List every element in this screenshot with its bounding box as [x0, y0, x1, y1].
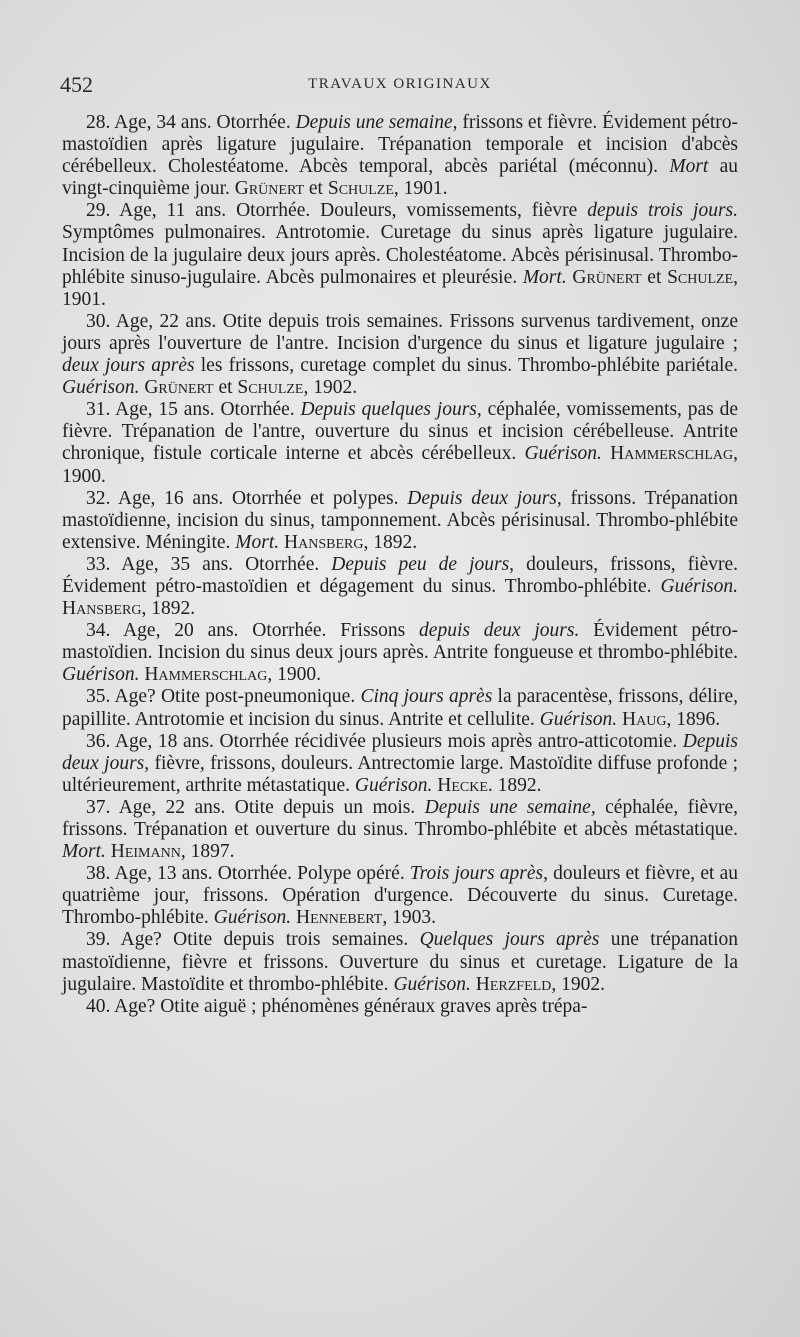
text-run: céphalée, vomissements, pas de fièvre. Trépanation de l'antre, ouverture du sinus et incision cérébelleuse. Antrite chronique, fistule corticale interne et abcès cérébelleux. [62, 399, 739, 465]
italic-text: Guérison. [393, 973, 471, 995]
text-run: 29. Age, 11 ans. Otorrhée. Douleurs, vomissements, fièvre [86, 200, 588, 222]
text-run: au vingt-cinquième jour. [62, 156, 739, 200]
italic-text: Depuis deux jours, [62, 730, 738, 774]
text-run: 38. Age, 13 ans. Otorrhée. Polype opéré. [86, 863, 410, 885]
text-run: , 1900. [267, 664, 321, 686]
text-run: , 1897. [180, 841, 235, 863]
italic-text: Guérison. [62, 377, 140, 399]
author-name: Haug [622, 708, 667, 730]
author-name: Herzfeld [475, 973, 552, 995]
text-run: 33. Age, 35 ans. Otorrhée. [86, 553, 332, 575]
italic-text: Depuis une semaine, [295, 112, 458, 133]
author-name: Hecke [437, 774, 488, 796]
text-run: , 1902. [303, 377, 358, 399]
italic-text: Depuis deux jours, [407, 487, 562, 509]
italic-text: Guérison. [213, 907, 292, 929]
author-name: Grünert [572, 266, 642, 288]
author-name: Grünert [144, 377, 214, 399]
author-name: Hansberg [62, 598, 142, 620]
text-run: 35. Age? Otite post-pneumonique. [86, 686, 361, 708]
text-run: , 1892. [363, 531, 418, 553]
italic-text: Mort. [522, 266, 567, 288]
italic-text: Mort. [235, 531, 280, 553]
italic-text: Guérison. [660, 575, 738, 597]
text-run: 31. Age, 15 ans. Otorrhée. [86, 399, 301, 421]
text-run: frissons et fièvre. Évidement pétro-mastoïdien après ligature jugulaire. Trépanation temporale et incision d'abcès cérébelleux. Cholestéatome. Abcès temporal, abcès pariétal (méconnu). [62, 112, 739, 178]
text-run: et [213, 377, 238, 399]
author-name: Hansberg [284, 531, 364, 553]
case-entry-28 [62, 112, 738, 200]
text-run: , 1900. [62, 443, 739, 487]
text-run: 37. Age, 22 ans. Otite depuis un mois. [86, 796, 425, 818]
text-run: 34. Age, 20 ans. Otorrhée. Frissons [86, 620, 420, 642]
text-run [602, 443, 610, 464]
text-run: , 1892. [141, 598, 196, 620]
case-entry-34 [62, 620, 738, 686]
italic-text: deux jours après [62, 355, 195, 377]
italic-text: Guérison. [62, 664, 140, 686]
italic-text: Trois jours après, [409, 863, 548, 885]
text-run: 36. Age, 18 ans. Otorrhée récidivée plusieurs mois après antro-atticotomie. [86, 730, 683, 752]
text-run: , 1901. [393, 178, 448, 200]
text-run: 28. Age, 34 ans. Otorrhée. [86, 112, 296, 133]
text-run: et [304, 178, 328, 200]
text-run: Évidement pétro-mastoïdien. Incision du sinus deux jours après. Antrite fongueuse et thrombo-phlébite. [62, 620, 738, 664]
text-run: et [641, 266, 668, 288]
text-run: les frissons, curetage complet du sinus. Thrombo-phlébite pariétale. [194, 355, 738, 377]
text-run: . 1892. [487, 774, 542, 796]
author-name: Hammerschlag [144, 664, 268, 686]
italic-text: Guérison. [354, 774, 433, 796]
italic-text: Quelques jours après [419, 929, 600, 951]
text-run: 32. Age, 16 ans. Otorrhée et polypes. [86, 487, 408, 509]
author-name: Heimann [110, 841, 181, 863]
case-entry-31 [62, 399, 738, 487]
italic-text: depuis deux jours. [419, 620, 580, 642]
page-header [60, 72, 740, 98]
text-run: , 1896. [666, 708, 721, 730]
case-entry-40 [62, 996, 738, 1018]
text-run: douleurs et fièvre, et au quatrième jour, frissons. Opération d'urgence. Découverte du sinus. Curetage. Thrombo-phlébite. [62, 863, 738, 929]
text-run: Symptômes pulmonaires. Antrotomie. Curetage du sinus après ligature jugulaire. Incision de la jugulaire deux jours après. Cholestéatome. Abcès périsinusal. Thrombo-phlébite sinuso-jugulaire. Abcès pulmonaires et pleurésie. [62, 222, 738, 288]
text-run: une trépanation mastoïdienne, fièvre et frissons. Ouverture du sinus et curetage. Ligature de la jugulaire. Mastoïdite et thrombo-phlébite. [62, 929, 738, 995]
case-entry-33 [62, 554, 738, 620]
italic-text: Depuis peu de jours, [331, 553, 515, 575]
text-run: , 1902. [551, 973, 605, 995]
italic-text: Cinq jours après [360, 686, 493, 708]
case-entry-37 [62, 797, 738, 863]
running-title: TRAVAUX ORIGINAUX [308, 76, 492, 92]
italic-text: Guérison. [524, 443, 602, 465]
author-name: Hennebert [295, 907, 383, 929]
italic-text: Depuis quelques jours, [300, 399, 482, 421]
text-run: douleurs, frissons, fièvre. Évidement pétro-mastoïdien et dégagement du sinus. Thrombo-phlébite. [62, 553, 739, 597]
text-run: céphalée, fièvre, frissons. Trépanation et ouverture du sinus. Thrombo-phlébite et abcès métastatique. [62, 796, 738, 840]
page-number: 452 [60, 72, 93, 97]
case-entry-38 [62, 863, 738, 929]
case-entry-29 [62, 200, 738, 310]
text-run: 39. Age? Otite depuis trois semaines. [86, 929, 420, 951]
case-entry-32 [62, 488, 738, 554]
italic-text: Mort. [62, 841, 106, 863]
author-name: Grünert [234, 178, 305, 200]
case-entry-39 [62, 929, 738, 995]
case-entry-35 [62, 686, 738, 730]
text-run: fièvre, frissons, douleurs. Antrectomie large. Mastoïdite diffuse profonde ; ultérieurement, arthrite métastatique. [62, 752, 739, 796]
italic-text: Mort [669, 156, 709, 178]
text-run: la paracentèse, frissons, délire, papillite. Antrotomie et incision du sinus. Antrite et cellulite. [62, 686, 738, 730]
case-entry-36 [62, 731, 738, 797]
italic-text: depuis trois jours. [587, 200, 739, 222]
italic-text: Depuis une semaine, [424, 796, 596, 818]
text-run: 40. Age? Otite aiguë ; phénomènes généraux graves après trépa- [86, 995, 588, 1017]
case-list [62, 112, 738, 1018]
author-name: Hammerschlag [610, 443, 734, 465]
author-name: Schulze [327, 178, 394, 200]
author-name: Schulze [667, 266, 734, 288]
text-run: , 1901. [62, 266, 738, 310]
author-name: Schulze [237, 377, 304, 399]
text-run: frissons. Trépanation mastoïdienne, incision du sinus, tamponnement. Abcès périsinusal. Thrombo-phlébite extensive. Méningite. [62, 487, 739, 553]
italic-text: Guérison. [539, 708, 618, 730]
text-run: , 1903. [382, 907, 436, 929]
text-run: 30. Age, 22 ans. Otite depuis trois semaines. Frissons survenus tardivement, onze jours après l'ouverture de l'antre. Incision d'urgence du sinus et ligature jugulaire ; [62, 310, 738, 354]
case-entry-30 [62, 311, 738, 399]
